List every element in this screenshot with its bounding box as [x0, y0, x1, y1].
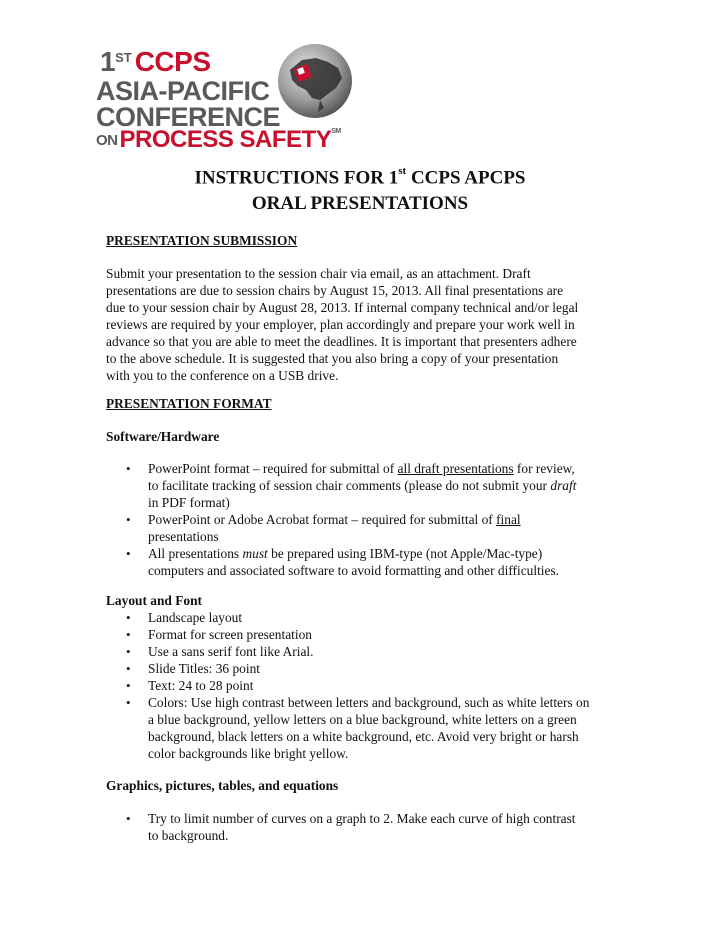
list-item: • Landscape layout: [126, 610, 243, 625]
bullet-icon: •: [126, 610, 131, 625]
globe-icon: [276, 42, 354, 120]
list-item: • All presentations must be prepared using IBM-type (not Apple/Mac-type) computers and associated software to avoid formatting and other difficulties.: [126, 546, 560, 578]
list-item: • Try to limit number of curves on a graph to 2. Make each curve of high contrast to background.: [126, 811, 576, 843]
list-item: • Text: 24 to 28 point: [126, 678, 254, 693]
page-title: [0, 160, 720, 217]
submission-heading: PRESENTATION SUBMISSION: [106, 233, 298, 248]
bullet-icon: •: [126, 546, 131, 561]
logo-line-1: 1ST CCPS: [100, 46, 211, 77]
bullet-icon: •: [126, 695, 131, 710]
bullet-icon: •: [126, 512, 131, 527]
title-line-1: INSTRUCTIONS FOR 1st CCPS APCPS: [194, 165, 526, 189]
bullet-icon: •: [126, 678, 131, 693]
logo-line-2: ASIA-PACIFIC: [96, 76, 270, 106]
title-line-2: ORAL PRESENTATIONS: [251, 193, 469, 215]
logo-line-3: CONFERENCE: [96, 102, 281, 132]
list-item: • Format for screen presentation: [126, 627, 312, 642]
layout-list: [106, 609, 646, 762]
conference-logo: [96, 40, 366, 152]
submission-paragraph: Submit your presentation to the session chair via email, as an attachment. Draft presentations are due to session chairs by August 15, 2013. All final presentations are due to your session chair by August 28, 2013. If internal company technical and/or legal reviews are required by your employer, plan accordingly and prepare your work well in advance so that you are able to meet the deadlines. It is important that presenters adhere to the above schedule. It is suggested that you also bring a copy of your presentation with you to the conference on a USB drive.: [106, 266, 579, 383]
layout-heading: Layout and Font: [106, 593, 202, 608]
software-heading: Software/Hardware: [106, 429, 220, 444]
format-heading: PRESENTATION FORMAT: [106, 396, 272, 411]
bullet-icon: •: [126, 661, 131, 676]
list-item: • PowerPoint format – required for submittal of all draft presentations for review, to facilitate tracking of session chair comments (please do not submit your draft in PDF format): [126, 461, 577, 510]
graphics-list: [106, 810, 646, 844]
list-item: • Use a sans serif font like Arial.: [126, 644, 314, 659]
list-item: • Colors: Use high contrast between letters and background, such as white letters on a blue background, yellow letters on a blue background, white letters on a green background, black letters on a white background, etc. Avoid very bright or harsh color backgrounds like bright yellow.: [126, 695, 590, 761]
graphics-heading: Graphics, pictures, tables, and equations: [106, 778, 339, 793]
bullet-icon: •: [126, 811, 131, 826]
bullet-icon: •: [126, 461, 131, 476]
bullet-icon: •: [126, 644, 131, 659]
logo-line-4: ONPROCESS SAFETY℠: [96, 126, 341, 153]
bullet-icon: •: [126, 627, 131, 642]
list-item: • Slide Titles: 36 point: [126, 661, 260, 676]
list-item: • PowerPoint or Adobe Acrobat format – required for submittal of final presentations: [126, 512, 521, 544]
software-list: [106, 460, 646, 579]
